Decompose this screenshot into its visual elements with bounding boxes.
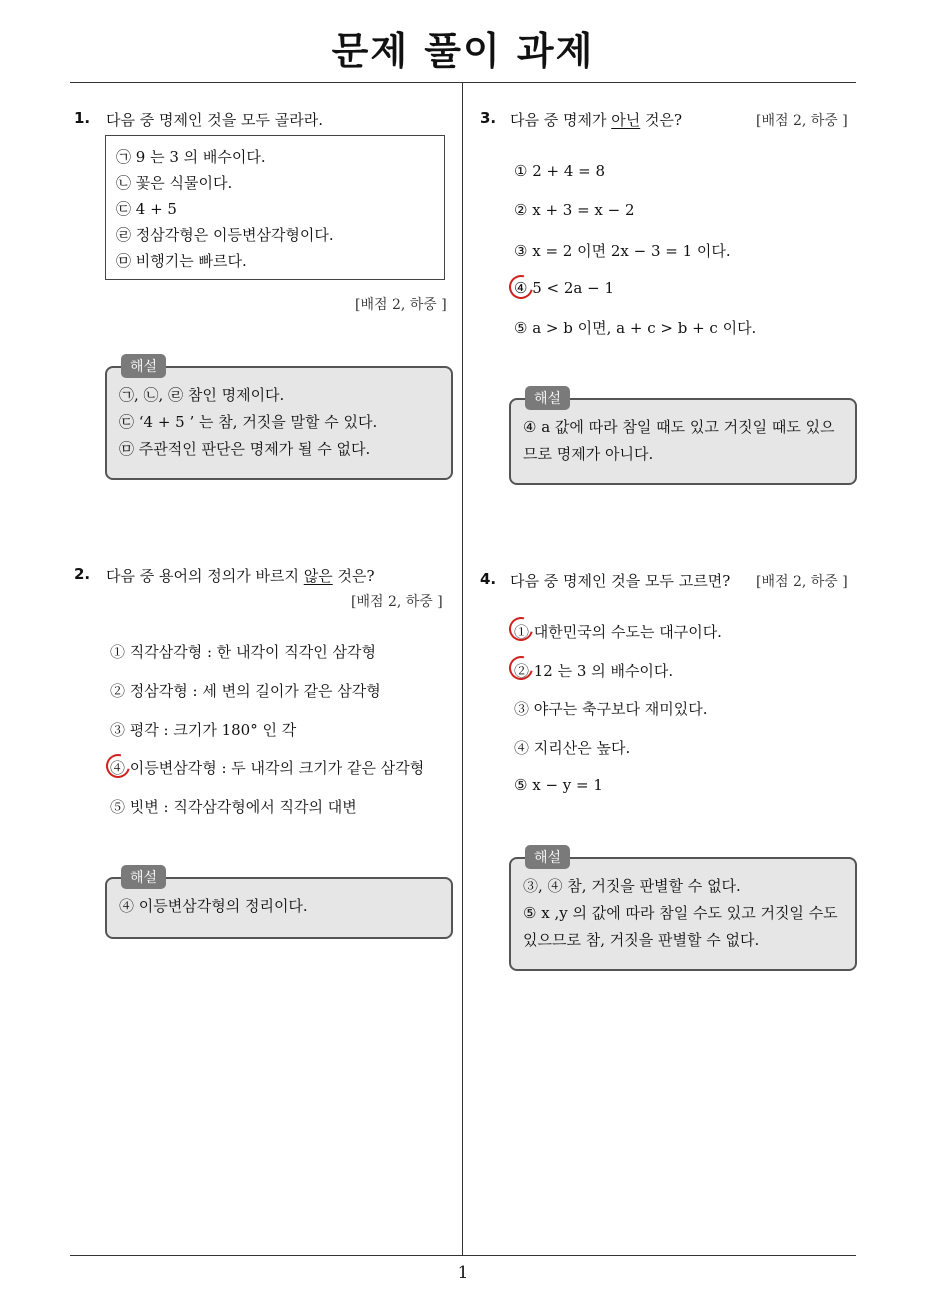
q1-explanation-box <box>105 359 453 480</box>
q4-explanation-box <box>509 850 857 971</box>
q2-explanation-line: ④ 이등변삼각형의 정리이다. <box>119 897 308 915</box>
q1-statements-box <box>105 135 445 280</box>
explanation-tag: 해설 <box>121 865 166 889</box>
q3-explanation-line: 므로 명제가 아니다. <box>523 445 654 463</box>
q2-option: ① 직각삼각형 : 한 내각이 직각인 삼각형 <box>110 643 377 661</box>
q1-statement: ㉢ 4 + 5 <box>116 200 177 218</box>
q1-statement: ㉤ 비행기는 빠르다. <box>116 252 247 270</box>
q2-option: ④ 이등변삼각형 : 두 내각의 크기가 같은 삼각형 <box>110 759 425 777</box>
q3-explanation-line: ④ a 값에 따라 참일 때도 있고 거짓일 때도 있으 <box>523 418 835 436</box>
q4-option: ① 대한민국의 수도는 대구이다. <box>514 623 722 641</box>
q1-statement: ㉠ 9 는 3 의 배수이다. <box>116 148 266 166</box>
top-rule <box>70 82 856 83</box>
q3-explanation-box <box>509 391 857 485</box>
page-number: 1 <box>457 1263 469 1283</box>
q4-text: 다음 중 명제인 것을 모두 고르면? <box>510 572 731 590</box>
q1-explanation-line: ㉠, ㉡, ㉣ 참인 명제이다. <box>119 386 285 404</box>
q3-option: ② x + 3 = x − 2 <box>514 201 635 219</box>
q1-explanation-line: ㉢ ‘4 + 5 ’ 는 참, 거짓을 말할 수 있다. <box>119 413 378 431</box>
q4-explanation-line: ③, ④ 참, 거짓을 판별할 수 없다. <box>523 877 741 895</box>
answer-mark-circle <box>505 271 538 304</box>
q3-number: 3. <box>480 109 497 127</box>
q2-meta: [배점 2, 하중 ] <box>351 594 443 610</box>
q1-text: 다음 중 명제인 것을 모두 골라라. <box>106 111 323 129</box>
explanation-tag: 해설 <box>121 354 166 378</box>
q2-option: ⑤ 빗변 : 직각삼각형에서 직각의 대변 <box>110 798 357 816</box>
q2-text <box>106 565 375 586</box>
q1-statement: ㉣ 정삼각형은 이등변삼각형이다. <box>116 226 334 244</box>
explanation-tag: 해설 <box>525 845 570 869</box>
q3-text <box>510 109 682 130</box>
q2-text-part: 것은? <box>332 567 375 585</box>
q3-option: ⑤ a > b 이면, a + c > b + c 이다. <box>514 319 757 337</box>
q4-number: 4. <box>480 570 497 588</box>
column-divider <box>462 82 463 1255</box>
q4-option: ⑤ x − y = 1 <box>514 776 603 794</box>
q1-statement: ㉡ 꽃은 식물이다. <box>116 174 233 192</box>
bottom-rule <box>70 1255 856 1256</box>
q2-text-part: 다음 중 용어의 정의가 바르지 <box>106 567 304 585</box>
q2-option: ② 정삼각형 : 세 변의 길이가 같은 삼각형 <box>110 682 381 700</box>
q4-option: ④ 지리산은 높다. <box>514 739 631 757</box>
q4-option: ② 12 는 3 의 배수이다. <box>514 662 674 680</box>
q1-explanation-line: ㉤ 주관적인 판단은 명제가 될 수 없다. <box>119 440 371 458</box>
page-title: 문제 풀이 과제 <box>331 29 595 73</box>
q3-text-underlined: 아닌 <box>611 111 641 129</box>
explanation-tag: 해설 <box>525 386 570 410</box>
q1-number: 1. <box>74 109 91 127</box>
q3-option: ① 2 + 4 = 8 <box>514 162 606 180</box>
q4-explanation-line: 있으므로 참, 거짓을 판별할 수 없다. <box>523 931 760 949</box>
q3-option: ④ 5 < 2a − 1 <box>514 279 614 297</box>
q4-meta: [배점 2, 하중 ] <box>756 574 848 590</box>
q2-number: 2. <box>74 565 91 583</box>
q2-text-underlined: 않은 <box>303 567 333 585</box>
q3-option: ③ x = 2 이면 2x − 3 = 1 이다. <box>514 242 731 260</box>
q4-option: ③ 야구는 축구보다 재미있다. <box>514 700 708 718</box>
q2-explanation-box <box>105 870 453 939</box>
q1-meta: [배점 2, 하중 ] <box>355 297 447 313</box>
q3-text-part: 것은? <box>640 111 683 129</box>
q4-explanation-line: ⑤ x ,y 의 값에 따라 참일 수도 있고 거짓일 수도 <box>523 904 838 922</box>
q3-text-part: 다음 중 명제가 <box>510 111 612 129</box>
q2-option: ③ 평각 : 크기가 180° 인 각 <box>110 721 297 739</box>
q3-meta: [배점 2, 하중 ] <box>756 113 848 129</box>
